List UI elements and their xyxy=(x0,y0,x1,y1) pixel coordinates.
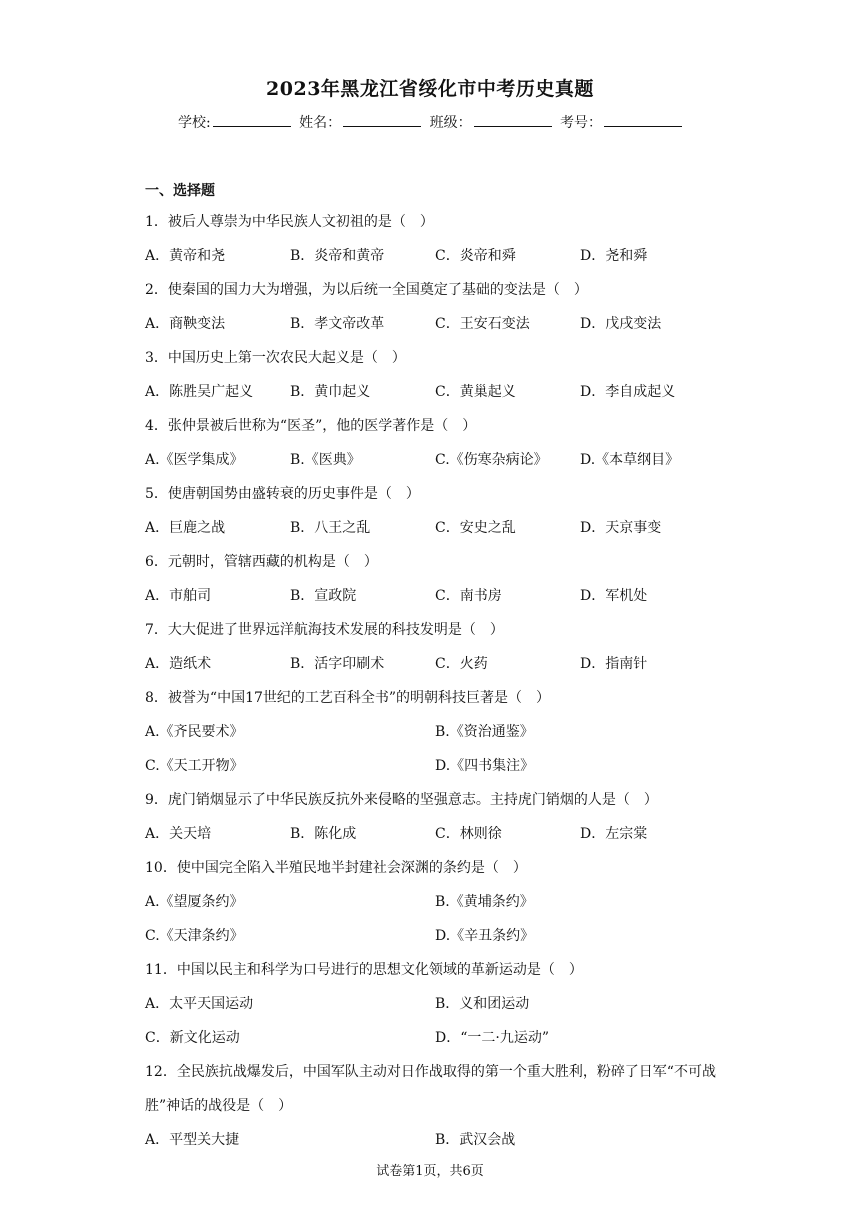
option[interactable]: A．关天培 xyxy=(145,826,212,842)
option[interactable]: C．南书房 xyxy=(435,588,502,604)
option[interactable]: A.《医学集成》 xyxy=(145,452,244,468)
option[interactable]: B.《资治通鉴》 xyxy=(435,724,534,740)
option-row xyxy=(145,375,725,409)
option[interactable]: A．黄帝和尧 xyxy=(145,248,226,264)
option-row xyxy=(145,1123,725,1157)
student-info-line xyxy=(0,112,860,132)
question-stem: 2．使秦国的国力大为增强，为以后统一全国奠定了基础的变法是（ ） xyxy=(145,282,588,298)
option[interactable]: B.《医典》 xyxy=(290,452,361,468)
option[interactable]: C．火药 xyxy=(435,656,488,672)
option[interactable]: B.《黄埔条约》 xyxy=(435,894,534,910)
option[interactable]: D.《辛丑条约》 xyxy=(435,928,535,944)
option-row xyxy=(145,239,725,273)
option[interactable]: C．炎帝和舜 xyxy=(435,248,516,264)
option-row xyxy=(145,443,725,477)
option[interactable]: A．造纸术 xyxy=(145,656,212,672)
page-footer: 试卷第1页，共6页 xyxy=(376,1164,484,1179)
option[interactable]: B．陈化成 xyxy=(290,826,357,842)
option[interactable]: C．黄巢起义 xyxy=(435,384,516,400)
option[interactable]: D．军机处 xyxy=(580,588,648,604)
option[interactable]: B．活字印刷术 xyxy=(290,656,385,672)
question-stem: 12．全民族抗战爆发后，中国军队主动对日作战取得的第一个重大胜利，粉碎了日军“不可战胜”神话的战役是（ ） xyxy=(145,1064,716,1114)
option[interactable]: D.《四书集注》 xyxy=(435,758,535,774)
question-stem: 1．被后人尊崇为中华民族人文初祖的是（ ） xyxy=(145,214,434,230)
option[interactable]: A．陈胜吴广起义 xyxy=(145,384,254,400)
section-heading: 一、选择题 xyxy=(145,183,215,199)
option[interactable]: D．指南针 xyxy=(580,656,648,672)
question-stem: 11．中国以民主和科学为口号进行的思想文化领域的革新运动是（ ） xyxy=(145,962,583,978)
option[interactable]: D．戊戌变法 xyxy=(580,316,662,332)
school-label: 学校: xyxy=(177,115,211,131)
option[interactable]: D.《本草纲目》 xyxy=(580,452,680,468)
question-list xyxy=(145,205,725,1157)
option[interactable]: A．巨鹿之战 xyxy=(145,520,226,536)
option[interactable]: D．李自成起义 xyxy=(580,384,676,400)
option-row xyxy=(145,987,725,1021)
page-title: 2023年黑龙江省绥化市中考历史真题 xyxy=(266,78,594,100)
question-stem: 7．大大促进了世界远洋航海技术发展的科技发明是（ ） xyxy=(145,622,504,638)
question-stem: 5．使唐朝国势由盛转衰的历史事件是（ ） xyxy=(145,486,420,502)
option[interactable]: A．商鞅变法 xyxy=(145,316,226,332)
option-row xyxy=(145,749,725,783)
option[interactable]: B．八王之乱 xyxy=(290,520,371,536)
question-stem: 8．被誉为“中国17世纪的工艺百科全书”的明朝科技巨著是（ ） xyxy=(145,690,551,706)
option[interactable]: B．黄巾起义 xyxy=(290,384,371,400)
option[interactable]: A．市舶司 xyxy=(145,588,212,604)
option[interactable]: B．宣政院 xyxy=(290,588,357,604)
option-row xyxy=(145,1021,725,1055)
option-row xyxy=(145,307,725,341)
option[interactable]: C．林则徐 xyxy=(435,826,502,842)
option[interactable]: B．炎帝和黄帝 xyxy=(290,248,385,264)
question-stem: 10．使中国完全陷入半殖民地半封建社会深渊的条约是（ ） xyxy=(145,860,527,876)
option[interactable]: D．“一二·九运动” xyxy=(435,1030,549,1046)
option[interactable]: B．义和团运动 xyxy=(435,996,530,1012)
option[interactable]: D．天京事变 xyxy=(580,520,662,536)
class-blank[interactable] xyxy=(474,114,552,127)
question-stem: 6．元朝时，管辖西藏的机构是（ ） xyxy=(145,554,378,570)
option[interactable]: C．王安石变法 xyxy=(435,316,530,332)
option[interactable]: A.《齐民要术》 xyxy=(145,724,244,740)
option[interactable]: D．尧和舜 xyxy=(580,248,648,264)
option[interactable]: C．安史之乱 xyxy=(435,520,516,536)
option-row xyxy=(145,647,725,681)
option[interactable]: D．左宗棠 xyxy=(580,826,648,842)
option-row xyxy=(145,579,725,613)
name-label: 姓名： xyxy=(299,115,342,131)
question-stem: 4．张仲景被后世称为“医圣”，他的医学著作是（ ） xyxy=(145,418,477,434)
question-stem: 3．中国历史上第一次农民大起义是（ ） xyxy=(145,350,406,366)
option[interactable]: A．太平天国运动 xyxy=(145,996,254,1012)
name-blank[interactable] xyxy=(343,114,421,127)
option[interactable]: C.《伤寒杂病论》 xyxy=(435,452,548,468)
option[interactable]: A．平型关大捷 xyxy=(145,1132,240,1148)
exam-no-blank[interactable] xyxy=(604,114,682,127)
option-row xyxy=(145,919,725,953)
option[interactable]: A.《望厦条约》 xyxy=(145,894,244,910)
option-row xyxy=(145,511,725,545)
option[interactable]: C．新文化运动 xyxy=(145,1030,240,1046)
class-label: 班级： xyxy=(429,115,472,131)
option-row xyxy=(145,885,725,919)
option-row xyxy=(145,817,725,851)
question-stem: 9．虎门销烟显示了中华民族反抗外来侵略的坚强意志。主持虎门销烟的人是（ ） xyxy=(145,792,658,808)
option[interactable]: B．武汉会战 xyxy=(435,1132,516,1148)
option[interactable]: C.《天津条约》 xyxy=(145,928,244,944)
option[interactable]: B．孝文帝改革 xyxy=(290,316,385,332)
school-blank[interactable] xyxy=(213,114,291,127)
exam-no-label: 考号： xyxy=(560,115,603,131)
option-row xyxy=(145,715,725,749)
option[interactable]: C.《天工开物》 xyxy=(145,758,244,774)
